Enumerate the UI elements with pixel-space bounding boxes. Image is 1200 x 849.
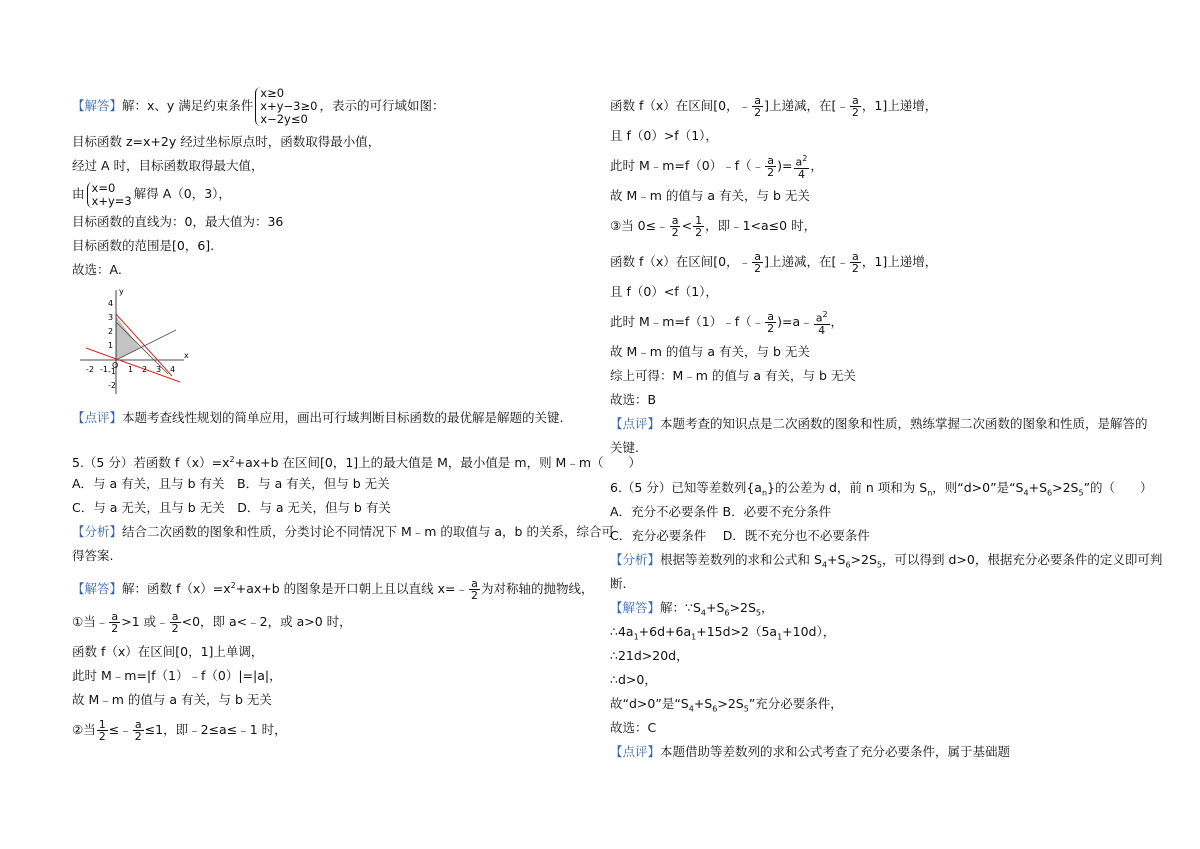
sub: 5: [743, 704, 749, 714]
solution-line: [72, 568, 612, 604]
text-line: 关键.: [610, 440, 639, 455]
text: 解：∵S: [660, 600, 701, 615]
text: 函数 f（x）在区间[0，﹣: [610, 254, 752, 269]
review-line: [72, 406, 612, 430]
den: 2: [754, 262, 762, 275]
options-ab: A．与 a 有关，且与 b 有关 B．与 a 有关，但与 b 无关: [72, 476, 390, 491]
fraction: [670, 215, 681, 238]
text: +ax+b 的图象是开口朝上且以直线 x=﹣: [235, 581, 469, 597]
fraction: [794, 153, 810, 180]
y-tick: 2: [108, 327, 114, 336]
text: ，1]上递增，: [861, 254, 938, 269]
fraction: [752, 95, 763, 118]
num: a: [111, 610, 119, 623]
text: 本题借助等差数列的求和公式考查了充分必要条件，属于基础题: [660, 744, 1011, 759]
x-tick: 3: [156, 365, 162, 374]
sub: n: [761, 488, 768, 498]
solution-line: [72, 82, 612, 130]
text: 此时 M﹣m=f（0）﹣f（﹣: [610, 158, 765, 173]
y-tick: -2: [108, 381, 116, 390]
x-tick: 2: [142, 365, 148, 374]
text: >2S: [850, 552, 877, 567]
text: 解：x、y 满足约束条件: [122, 98, 254, 113]
text-line: 故选：A.: [72, 262, 122, 277]
text: 解：函数 f（x）=x: [122, 581, 231, 597]
analysis-tag: 【分析】: [610, 552, 661, 567]
num: a: [134, 718, 142, 731]
text: ，可以得到 d>0，根据充分必要条件的定义即可判: [882, 552, 1163, 567]
text-line: 且 f（0）>f（1），: [610, 128, 718, 143]
text: <0，即 a<﹣2，或 a>0 时，: [181, 614, 352, 629]
num: a: [471, 577, 478, 591]
sub: 4: [821, 560, 828, 570]
equation-system: [87, 182, 132, 208]
num: a: [754, 250, 761, 263]
solution-tag: 【解答】: [72, 581, 123, 597]
options-cd: C．充分必要条件 D．既不充分也不必要条件: [610, 528, 870, 543]
x-axis-label: x: [184, 351, 189, 360]
equation: x+y=3: [91, 193, 132, 208]
y-tick: 1: [108, 341, 114, 350]
text: 5.（5 分）若函数 f（x）=x: [72, 455, 230, 471]
analysis-line: [72, 520, 612, 544]
den: 4: [797, 167, 805, 181]
text: 函数 f（x）在区间[0，﹣: [610, 98, 752, 113]
feasible-region: [116, 316, 140, 360]
sub: 5: [755, 608, 761, 618]
spacer: [72, 430, 612, 448]
sub: 1: [633, 632, 639, 642]
text: +S: [706, 600, 725, 615]
sub: 4: [700, 608, 706, 618]
fraction: [170, 611, 181, 634]
text-line: 得答案.: [72, 548, 114, 563]
text-line: 目标函数的范围是[0，6].: [72, 238, 215, 253]
text: 解得 A（0，3），: [133, 186, 231, 201]
num: $a^2$: [815, 310, 828, 325]
sub: 5: [876, 560, 883, 570]
text: ”充分必要条件，: [748, 696, 843, 711]
y-tick: 4: [108, 299, 114, 308]
text-line: [610, 692, 1150, 716]
x-tick: 4: [170, 365, 176, 374]
solution-tag: 【解答】: [610, 600, 661, 615]
text: ∴4a: [610, 624, 634, 639]
den: 2: [171, 622, 179, 635]
text-line: 故 M﹣m 的值与 a 有关，与 b 无关: [72, 692, 272, 707]
fraction: [469, 578, 480, 601]
text-line: [610, 244, 1150, 280]
text: +ax+b 在区间[0，1]上的最大值是 M，最小值是 m，则 M﹣m（ ）: [234, 455, 642, 471]
text: >2S: [1052, 480, 1079, 495]
sup: 2: [229, 455, 235, 464]
sub: 6: [845, 560, 851, 570]
origin-label: O: [112, 361, 119, 370]
text: ③当 0≤﹣: [610, 218, 669, 233]
text: ，则“d>0”是“S: [932, 480, 1024, 495]
text: +S: [693, 696, 713, 711]
text-line: 综上可得：M﹣m 的值与 a 有关，与 b 无关: [610, 368, 856, 383]
text-line: 经过 A 时，目标函数取得最大值，: [72, 158, 264, 173]
sub: 6: [712, 704, 718, 714]
question-5: [72, 448, 642, 472]
sub: 5: [1078, 488, 1084, 498]
a: a: [795, 155, 803, 169]
review-line: [610, 412, 1150, 436]
solution-line: [610, 596, 1150, 620]
text: ≤1，即﹣2≤a≤﹣1 时，: [144, 722, 287, 737]
sub: 6: [1047, 488, 1053, 498]
text: )=: [777, 158, 793, 173]
fraction: [765, 155, 776, 178]
text-line: 断.: [610, 576, 627, 591]
text: 结合二次函数的图象和性质，分类讨论不同情况下 M﹣m 的取值与 a，b 的关系，综合可: [122, 524, 614, 539]
den: 2: [851, 106, 859, 119]
text-line: ∴d>0，: [610, 672, 657, 687]
text: ，即﹣1<a≤0 时，: [705, 218, 817, 233]
text-line: [610, 620, 1150, 644]
fraction: [693, 215, 704, 238]
case-2: [72, 712, 612, 748]
options-ab: A．充分不必要条件 B．必要不充分条件: [610, 504, 832, 519]
text: 根据等差数列的求和公式和 S: [660, 552, 822, 567]
num: 1: [695, 214, 703, 227]
num: 1: [98, 718, 106, 731]
fraction: [850, 95, 861, 118]
text: >2S: [717, 696, 744, 711]
text-line: [610, 88, 1150, 124]
sub: 6: [724, 608, 730, 618]
x-tick: 1: [128, 365, 134, 374]
fraction: [97, 719, 108, 742]
text: >2S: [729, 600, 756, 615]
text: 由: [72, 186, 85, 201]
den: 2: [851, 262, 859, 275]
solution-tag: 【解答】: [72, 98, 123, 113]
constraint: x−2y≤0: [260, 112, 308, 126]
text-line: 目标函数 z=x+2y 经过坐标原点时，函数取得最小值，: [72, 134, 381, 149]
text-line: 故 M﹣m 的值与 a 有关，与 b 无关: [610, 344, 810, 359]
text: 6.（5 分）已知等差数列{a: [610, 480, 762, 495]
text-line: 故选：C: [610, 720, 657, 735]
num: a: [852, 94, 859, 107]
text: 为对称轴的抛物线，: [481, 581, 594, 597]
text-line: [610, 304, 1150, 340]
sup: 2: [230, 581, 236, 590]
text-line: 故 M﹣m 的值与 a 有关，与 b 无关: [610, 188, 810, 203]
num: a: [754, 94, 761, 107]
text: +S: [827, 552, 846, 567]
text: 故“d>0”是“S: [610, 696, 689, 711]
text-line: ∴21d>20d，: [610, 648, 689, 663]
den: 2: [98, 730, 106, 743]
text-line: 目标函数的直线为：0，最大值为：36: [72, 214, 284, 229]
analysis-tag: 【分析】: [72, 524, 123, 539]
analysis-line: [610, 548, 1163, 572]
num: a: [171, 610, 179, 623]
review-tag: 【点评】: [610, 744, 661, 759]
text: ，: [810, 158, 823, 173]
sub: 1: [691, 632, 697, 642]
y-tick: 3: [108, 313, 114, 322]
fraction: [752, 251, 763, 274]
fraction: [109, 611, 120, 634]
num: a: [852, 250, 859, 263]
den: 2: [134, 730, 142, 743]
review-line: [610, 740, 1150, 764]
num: a: [767, 154, 775, 167]
num: a: [671, 214, 679, 227]
text: ，: [830, 314, 844, 329]
x-tick: -1: [100, 365, 108, 374]
num: $a^2$: [795, 154, 808, 169]
den: 2: [111, 622, 119, 635]
text: ]上递减，在[﹣: [764, 98, 849, 113]
text: +15d>2（5a: [696, 624, 778, 639]
den: 2: [695, 226, 703, 239]
sub: 4: [688, 704, 694, 714]
text: +10d），: [782, 624, 836, 639]
text: 本题考查的知识点是二次函数的图象和性质，熟练掌握二次函数的图象和性质，是解答的: [660, 416, 1148, 431]
text: }的公差为 d，前 n 项和为 S: [767, 480, 928, 495]
den: 2: [671, 226, 679, 239]
case-1: [72, 604, 612, 640]
den: 4: [818, 323, 826, 337]
y-tick: -1: [108, 367, 116, 376]
fraction: [850, 251, 861, 274]
fraction: [814, 309, 830, 336]
text-line: 故选：B: [610, 392, 657, 407]
text: +S: [1028, 480, 1048, 495]
y-axis-label: y: [119, 287, 124, 296]
den: 2: [767, 166, 775, 179]
spacer: [610, 460, 1150, 476]
text: +6d+6a: [638, 624, 692, 639]
review-tag: 【点评】: [610, 416, 661, 431]
den: 2: [754, 106, 762, 119]
text: ”的（ ）: [1083, 480, 1153, 495]
text: ，1]上递增，: [861, 98, 938, 113]
feasible-region-graph: [72, 286, 612, 398]
text-line: 函数 f（x）在区间[0，1]上单调，: [72, 644, 264, 659]
text-line: [72, 178, 612, 210]
text: ①当﹣: [72, 614, 109, 629]
sub: n: [927, 488, 933, 498]
fraction: [765, 311, 776, 334]
text: >1 或﹣: [121, 614, 169, 629]
text: ，: [760, 600, 774, 615]
text-line: 且 f（0）<f（1），: [610, 284, 718, 299]
sub: 4: [1023, 488, 1029, 498]
text: ]上递减，在[﹣: [764, 254, 849, 269]
text-line: 此时 M﹣m=|f（1）﹣f（0）|=|a|，: [72, 668, 282, 683]
constraint: x≥0: [260, 86, 285, 100]
num: a: [767, 310, 775, 323]
x-tick: -2: [86, 365, 94, 374]
options-cd: C．与 a 无关，且与 b 无关 D．与 a 无关，但与 b 有关: [72, 500, 391, 515]
text-line: [610, 148, 1150, 184]
text: ，表示的可行域如图：: [319, 98, 445, 113]
fraction: [133, 719, 144, 742]
equation: x=0: [91, 180, 116, 195]
text: <: [681, 218, 693, 233]
review-tag: 【点评】: [72, 410, 123, 425]
text: 此时 M﹣m=f（1）﹣f（﹣: [610, 314, 765, 329]
question-6: [610, 476, 1153, 500]
constraint: x+y−3≥0: [260, 99, 318, 113]
constraint-system: [255, 87, 317, 126]
sub: 1: [777, 632, 783, 642]
case-3: [610, 208, 1150, 244]
right-column: [610, 88, 1163, 764]
graph-svg: [72, 286, 202, 398]
text: ≤﹣: [108, 722, 132, 737]
text: 本题考查线性规划的简单应用，画出可行域判断目标函数的最优解是解题的关键.: [122, 410, 564, 425]
text: ②当: [72, 722, 96, 737]
den: 2: [471, 589, 479, 603]
text: )=a﹣: [777, 314, 813, 329]
a: a: [815, 311, 823, 325]
den: 2: [767, 322, 775, 335]
